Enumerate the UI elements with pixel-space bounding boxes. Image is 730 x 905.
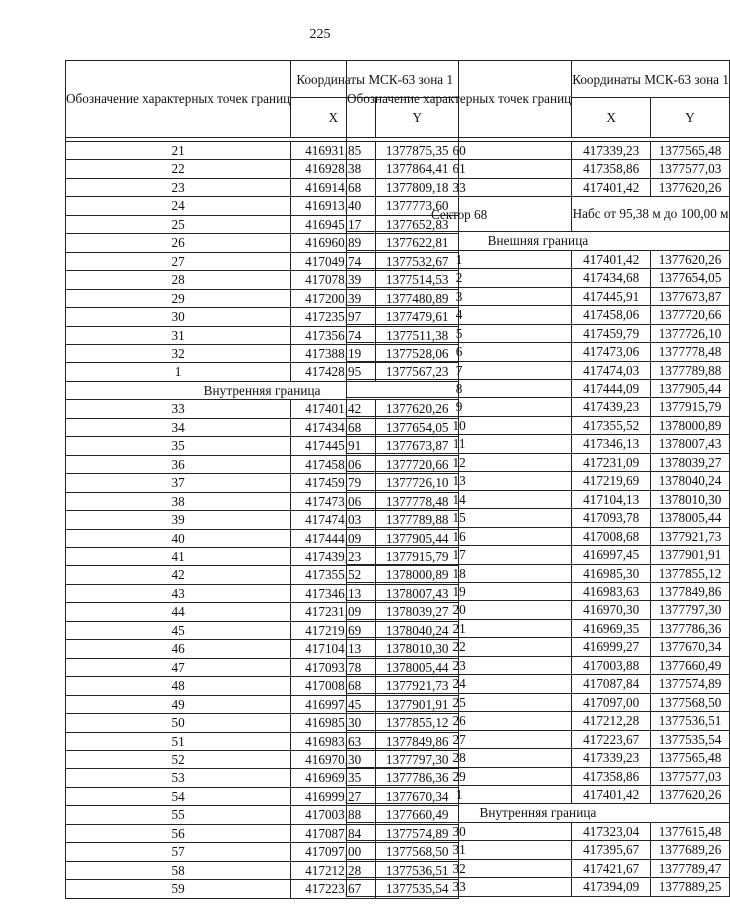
coord-x: 416970,30 bbox=[291, 750, 376, 768]
point-id: 34 bbox=[66, 418, 291, 436]
point-id: 22 bbox=[66, 160, 291, 178]
coord-y: 1377720,66 bbox=[376, 455, 459, 473]
table-row bbox=[347, 841, 730, 859]
page-number: 225 bbox=[309, 27, 331, 42]
header-y: Y bbox=[376, 98, 459, 138]
point-id: 21 bbox=[66, 142, 291, 160]
point-id: 55 bbox=[66, 806, 291, 824]
coord-x: 416999,27 bbox=[572, 638, 651, 656]
coord-x: 417401,42 bbox=[291, 400, 376, 418]
coord-y: 1377809,18 bbox=[376, 178, 459, 196]
coord-x: 417473,06 bbox=[291, 492, 376, 510]
coord-y: 1377720,66 bbox=[651, 306, 730, 324]
coord-y: 1377620,26 bbox=[651, 250, 730, 268]
coord-x: 416970,30 bbox=[572, 601, 651, 619]
table-row bbox=[347, 142, 730, 160]
coord-y: 1377778,48 bbox=[651, 343, 730, 361]
coord-y: 1377620,26 bbox=[376, 400, 459, 418]
coord-x: 416999,27 bbox=[291, 787, 376, 805]
table-row bbox=[347, 878, 730, 896]
table-row bbox=[347, 472, 730, 490]
coord-y: 1377875,35 bbox=[376, 142, 459, 160]
section-outer-boundary: Внешняя граница bbox=[347, 232, 730, 250]
table-row bbox=[347, 435, 730, 453]
coord-y: 1378010,30 bbox=[651, 490, 730, 508]
point-id: 29 bbox=[66, 289, 291, 307]
coord-x: 417474,03 bbox=[572, 361, 651, 379]
header-x: X bbox=[572, 98, 651, 138]
point-id: 54 bbox=[66, 787, 291, 805]
point-id: 11 bbox=[347, 435, 572, 453]
coord-x: 416928,38 bbox=[291, 160, 376, 178]
point-id: 10 bbox=[347, 416, 572, 434]
coord-x: 416985,30 bbox=[572, 564, 651, 582]
coord-y: 1377535,54 bbox=[376, 880, 459, 898]
coord-y: 1377789,47 bbox=[651, 859, 730, 877]
coord-x: 417388,19 bbox=[291, 344, 376, 362]
coord-x: 417444,09 bbox=[572, 379, 651, 397]
coord-x: 417339,23 bbox=[572, 749, 651, 767]
coord-x: 417401,42 bbox=[572, 178, 651, 196]
point-id: 13 bbox=[347, 472, 572, 490]
table-row bbox=[347, 638, 730, 656]
table-row bbox=[347, 416, 730, 434]
point-id: 33 bbox=[347, 878, 572, 896]
table-row bbox=[347, 749, 730, 767]
section-inner-boundary: Внутренняя граница bbox=[347, 804, 730, 822]
coord-y: 1377905,44 bbox=[651, 379, 730, 397]
coord-x: 417008,68 bbox=[291, 677, 376, 695]
coord-y: 1377673,87 bbox=[376, 437, 459, 455]
point-id: 3 bbox=[347, 287, 572, 305]
point-id: 46 bbox=[66, 640, 291, 658]
point-id: 7 bbox=[347, 361, 572, 379]
table-row bbox=[347, 398, 730, 416]
coord-x: 417439,23 bbox=[572, 398, 651, 416]
coord-y: 1377652,83 bbox=[376, 215, 459, 233]
coord-y: 1377574,89 bbox=[376, 824, 459, 842]
table-row bbox=[347, 712, 730, 730]
point-id: 59 bbox=[66, 880, 291, 898]
point-id: 18 bbox=[347, 564, 572, 582]
table-row bbox=[347, 546, 730, 564]
point-id: 49 bbox=[66, 695, 291, 713]
point-id: 9 bbox=[347, 398, 572, 416]
table-row bbox=[347, 306, 730, 324]
coord-x: 416983,63 bbox=[572, 582, 651, 600]
coord-x: 417219,69 bbox=[572, 472, 651, 490]
coord-y: 1377480,89 bbox=[376, 289, 459, 307]
coord-x: 417104,13 bbox=[291, 640, 376, 658]
point-id: 31 bbox=[66, 326, 291, 344]
coord-x: 417358,86 bbox=[572, 767, 651, 785]
table-row bbox=[347, 859, 730, 877]
point-id: 23 bbox=[66, 178, 291, 196]
point-id: 58 bbox=[66, 861, 291, 879]
table-row bbox=[347, 767, 730, 785]
coord-y: 1377789,88 bbox=[651, 361, 730, 379]
coord-x: 417212,28 bbox=[291, 861, 376, 879]
coord-y: 1377849,86 bbox=[376, 732, 459, 750]
coord-x: 417323,04 bbox=[572, 822, 651, 840]
point-id: 35 bbox=[66, 437, 291, 455]
coord-x: 417049,74 bbox=[291, 252, 376, 270]
coord-y: 1377673,87 bbox=[651, 287, 730, 305]
coord-y: 1377849,86 bbox=[651, 582, 730, 600]
table-row bbox=[347, 582, 730, 600]
point-id: 26 bbox=[66, 234, 291, 252]
point-id: 20 bbox=[347, 601, 572, 619]
coord-y: 1377864,41 bbox=[376, 160, 459, 178]
table-row bbox=[347, 490, 730, 508]
point-id: 56 bbox=[66, 824, 291, 842]
right-rows-c bbox=[347, 822, 730, 896]
coordinates-table-right bbox=[346, 60, 730, 897]
coord-y: 1377786,36 bbox=[376, 769, 459, 787]
point-id: 33 bbox=[347, 178, 572, 196]
coord-x: 417212,28 bbox=[572, 712, 651, 730]
coord-y: 1377855,12 bbox=[376, 714, 459, 732]
table-row bbox=[347, 361, 730, 379]
point-id: 28 bbox=[66, 271, 291, 289]
point-id: 6 bbox=[347, 343, 572, 361]
coord-y: 1377797,30 bbox=[651, 601, 730, 619]
point-id: 8 bbox=[347, 379, 572, 397]
point-id: 39 bbox=[66, 511, 291, 529]
point-id: 16 bbox=[347, 527, 572, 545]
point-id: 48 bbox=[66, 677, 291, 695]
point-id: 28 bbox=[347, 749, 572, 767]
point-id: 47 bbox=[66, 658, 291, 676]
coord-y: 1377778,48 bbox=[376, 492, 459, 510]
point-id: 22 bbox=[347, 638, 572, 656]
coord-y: 1377905,44 bbox=[376, 529, 459, 547]
coord-y: 1377620,26 bbox=[651, 178, 730, 196]
coord-y: 1377479,61 bbox=[376, 308, 459, 326]
point-id: 24 bbox=[66, 197, 291, 215]
sector-height-note: Набс от 95,38 м до 100,00 м bbox=[572, 197, 730, 232]
coord-y: 1377901,91 bbox=[376, 695, 459, 713]
coord-x: 417087,84 bbox=[572, 675, 651, 693]
table-row bbox=[347, 656, 730, 674]
point-id: 36 bbox=[66, 455, 291, 473]
point-id: 41 bbox=[66, 547, 291, 565]
table-row bbox=[347, 509, 730, 527]
point-id: 52 bbox=[66, 750, 291, 768]
coord-y: 1378040,24 bbox=[376, 621, 459, 639]
right-rows-b bbox=[347, 250, 730, 804]
coord-y: 1377568,50 bbox=[651, 693, 730, 711]
point-id: 15 bbox=[347, 509, 572, 527]
coord-x: 417097,00 bbox=[572, 693, 651, 711]
coord-x: 416997,45 bbox=[572, 546, 651, 564]
coord-x: 417434,68 bbox=[291, 418, 376, 436]
coord-x: 417097,00 bbox=[291, 843, 376, 861]
table-row bbox=[347, 693, 730, 711]
header-y: Y bbox=[651, 98, 730, 138]
table-row bbox=[347, 822, 730, 840]
header-coordinates: Координаты МСК-63 зона 1 bbox=[291, 61, 459, 98]
coord-x: 417339,23 bbox=[572, 142, 651, 160]
coord-y: 1378000,89 bbox=[376, 566, 459, 584]
point-id: 2 bbox=[347, 269, 572, 287]
section-inner-boundary: Внутренняя граница bbox=[66, 381, 459, 399]
coord-x: 417444,09 bbox=[291, 529, 376, 547]
table-row bbox=[347, 785, 730, 803]
coord-y: 1377789,88 bbox=[376, 511, 459, 529]
point-id: 51 bbox=[66, 732, 291, 750]
point-id: 60 bbox=[347, 142, 572, 160]
table-row bbox=[347, 601, 730, 619]
coord-y: 1377660,49 bbox=[651, 656, 730, 674]
point-id: 4 bbox=[347, 306, 572, 324]
coord-x: 417003,88 bbox=[291, 806, 376, 824]
point-id: 27 bbox=[66, 252, 291, 270]
coord-x: 417445,91 bbox=[572, 287, 651, 305]
table-row bbox=[347, 287, 730, 305]
coord-y: 1377514,53 bbox=[376, 271, 459, 289]
point-id: 12 bbox=[347, 453, 572, 471]
point-id: 14 bbox=[347, 490, 572, 508]
point-id: 43 bbox=[66, 584, 291, 602]
coord-x: 417458,06 bbox=[291, 455, 376, 473]
header-coordinates: Координаты МСК-63 зона 1 bbox=[572, 61, 730, 98]
coord-x: 417104,13 bbox=[572, 490, 651, 508]
coord-x: 417093,78 bbox=[572, 509, 651, 527]
coord-x: 417445,91 bbox=[291, 437, 376, 455]
coord-x: 417395,67 bbox=[572, 841, 651, 859]
coord-y: 1377532,67 bbox=[376, 252, 459, 270]
coord-y: 1377670,34 bbox=[651, 638, 730, 656]
coord-y: 1377622,81 bbox=[376, 234, 459, 252]
coord-x: 416945,17 bbox=[291, 215, 376, 233]
coord-y: 1378007,43 bbox=[651, 435, 730, 453]
table-row bbox=[347, 527, 730, 545]
coord-x: 417458,06 bbox=[572, 306, 651, 324]
coord-x: 417200,39 bbox=[291, 289, 376, 307]
table-row bbox=[347, 178, 730, 196]
coord-x: 416997,45 bbox=[291, 695, 376, 713]
coord-y: 1378039,27 bbox=[376, 603, 459, 621]
coord-y: 1378000,89 bbox=[651, 416, 730, 434]
header-designation: Обозначение характерных точек границ bbox=[347, 61, 572, 138]
point-id: 61 bbox=[347, 160, 572, 178]
table-row bbox=[347, 379, 730, 397]
coord-x: 417346,13 bbox=[291, 584, 376, 602]
point-id: 53 bbox=[66, 769, 291, 787]
coord-x: 417078,39 bbox=[291, 271, 376, 289]
point-id: 1 bbox=[347, 250, 572, 268]
table-row bbox=[347, 250, 730, 268]
point-id: 23 bbox=[347, 656, 572, 674]
table-row bbox=[347, 730, 730, 748]
point-id: 37 bbox=[66, 474, 291, 492]
coord-x: 417421,67 bbox=[572, 859, 651, 877]
coord-y: 1377535,54 bbox=[651, 730, 730, 748]
coord-x: 416931,85 bbox=[291, 142, 376, 160]
header-designation: Обозначение характерных точек границ bbox=[66, 61, 291, 138]
coord-y: 1377620,26 bbox=[651, 785, 730, 803]
table-row bbox=[347, 564, 730, 582]
coord-y: 1377855,12 bbox=[651, 564, 730, 582]
coord-x: 417394,09 bbox=[572, 878, 651, 896]
table-row bbox=[347, 453, 730, 471]
point-id: 24 bbox=[347, 675, 572, 693]
coord-y: 1377660,49 bbox=[376, 806, 459, 824]
coord-x: 417003,88 bbox=[572, 656, 651, 674]
coord-y: 1377568,50 bbox=[376, 843, 459, 861]
coord-y: 1377577,03 bbox=[651, 767, 730, 785]
coord-x: 417459,79 bbox=[572, 324, 651, 342]
coord-y: 1378005,44 bbox=[651, 509, 730, 527]
coord-x: 416913,40 bbox=[291, 197, 376, 215]
header-x: X bbox=[291, 98, 376, 138]
coord-y: 1377773,60 bbox=[376, 197, 459, 215]
coord-y: 1378005,44 bbox=[376, 658, 459, 676]
point-id: 30 bbox=[347, 822, 572, 840]
coord-y: 1377511,38 bbox=[376, 326, 459, 344]
table-row bbox=[347, 619, 730, 637]
table-row bbox=[347, 324, 730, 342]
point-id: 25 bbox=[347, 693, 572, 711]
coord-x: 417219,69 bbox=[291, 621, 376, 639]
point-id: 1 bbox=[66, 363, 291, 381]
coord-y: 1377915,79 bbox=[651, 398, 730, 416]
coord-y: 1377615,48 bbox=[651, 822, 730, 840]
coord-y: 1377654,05 bbox=[651, 269, 730, 287]
table-row bbox=[347, 343, 730, 361]
coord-y: 1377567,23 bbox=[376, 363, 459, 381]
point-id: 50 bbox=[66, 714, 291, 732]
point-id: 31 bbox=[347, 841, 572, 859]
coord-y: 1378010,30 bbox=[376, 640, 459, 658]
coord-y: 1378007,43 bbox=[376, 584, 459, 602]
point-id: 21 bbox=[347, 619, 572, 637]
coord-y: 1377726,10 bbox=[651, 324, 730, 342]
coord-y: 1377565,48 bbox=[651, 142, 730, 160]
coord-y: 1377689,26 bbox=[651, 841, 730, 859]
coord-x: 417235,97 bbox=[291, 308, 376, 326]
coord-x: 417087,84 bbox=[291, 824, 376, 842]
point-id: 45 bbox=[66, 621, 291, 639]
coord-y: 1377786,36 bbox=[651, 619, 730, 637]
coord-x: 417434,68 bbox=[572, 269, 651, 287]
point-id: 38 bbox=[66, 492, 291, 510]
coord-x: 417355,52 bbox=[291, 566, 376, 584]
point-id: 29 bbox=[347, 767, 572, 785]
coord-y: 1377797,30 bbox=[376, 750, 459, 768]
coord-y: 1377670,34 bbox=[376, 787, 459, 805]
coord-y: 1377726,10 bbox=[376, 474, 459, 492]
point-id: 44 bbox=[66, 603, 291, 621]
coord-y: 1377915,79 bbox=[376, 547, 459, 565]
coord-x: 417473,06 bbox=[572, 343, 651, 361]
coord-x: 417355,52 bbox=[572, 416, 651, 434]
coord-x: 417231,09 bbox=[572, 453, 651, 471]
coord-x: 417439,23 bbox=[291, 547, 376, 565]
coord-x: 417474,03 bbox=[291, 511, 376, 529]
coord-y: 1377654,05 bbox=[376, 418, 459, 436]
coord-x: 417093,78 bbox=[291, 658, 376, 676]
coord-y: 1377901,91 bbox=[651, 546, 730, 564]
coord-x: 417008,68 bbox=[572, 527, 651, 545]
coord-x: 416969,35 bbox=[291, 769, 376, 787]
point-id: 57 bbox=[66, 843, 291, 861]
table-row bbox=[347, 160, 730, 178]
point-id: 40 bbox=[66, 529, 291, 547]
point-id: 17 bbox=[347, 546, 572, 564]
point-id: 33 bbox=[66, 400, 291, 418]
coord-x: 417231,09 bbox=[291, 603, 376, 621]
coord-x: 416914,68 bbox=[291, 178, 376, 196]
coord-y: 1377921,73 bbox=[376, 677, 459, 695]
point-id: 25 bbox=[66, 215, 291, 233]
coord-x: 417358,86 bbox=[572, 160, 651, 178]
coord-x: 417223,67 bbox=[291, 880, 376, 898]
point-id: 32 bbox=[347, 859, 572, 877]
coord-y: 1377536,51 bbox=[376, 861, 459, 879]
coord-x: 416985,30 bbox=[291, 714, 376, 732]
coord-y: 1377528,06 bbox=[376, 344, 459, 362]
coord-x: 417356,74 bbox=[291, 326, 376, 344]
point-id: 5 bbox=[347, 324, 572, 342]
point-id: 32 bbox=[66, 344, 291, 362]
right-rows-a bbox=[347, 142, 730, 197]
coord-x: 417459,79 bbox=[291, 474, 376, 492]
coord-x: 417401,42 bbox=[572, 785, 651, 803]
point-id: 30 bbox=[66, 308, 291, 326]
coord-y: 1377574,89 bbox=[651, 675, 730, 693]
coord-x: 416983,63 bbox=[291, 732, 376, 750]
table-row bbox=[347, 269, 730, 287]
coord-x: 417428,95 bbox=[291, 363, 376, 381]
coord-y: 1378040,24 bbox=[651, 472, 730, 490]
coord-x: 416960,89 bbox=[291, 234, 376, 252]
point-id: 42 bbox=[66, 566, 291, 584]
sector-title: Сектор 68 bbox=[347, 197, 572, 232]
coord-y: 1377565,48 bbox=[651, 749, 730, 767]
coord-x: 416969,35 bbox=[572, 619, 651, 637]
point-id: 27 bbox=[347, 730, 572, 748]
point-id: 1 bbox=[347, 785, 572, 803]
coord-y: 1377536,51 bbox=[651, 712, 730, 730]
coord-x: 417401,42 bbox=[572, 250, 651, 268]
coord-x: 417223,67 bbox=[572, 730, 651, 748]
table-row bbox=[347, 675, 730, 693]
point-id: 26 bbox=[347, 712, 572, 730]
coord-y: 1377577,03 bbox=[651, 160, 730, 178]
coord-y: 1377889,25 bbox=[651, 878, 730, 896]
point-id: 19 bbox=[347, 582, 572, 600]
coord-y: 1378039,27 bbox=[651, 453, 730, 471]
coord-y: 1377921,73 bbox=[651, 527, 730, 545]
coord-x: 417346,13 bbox=[572, 435, 651, 453]
